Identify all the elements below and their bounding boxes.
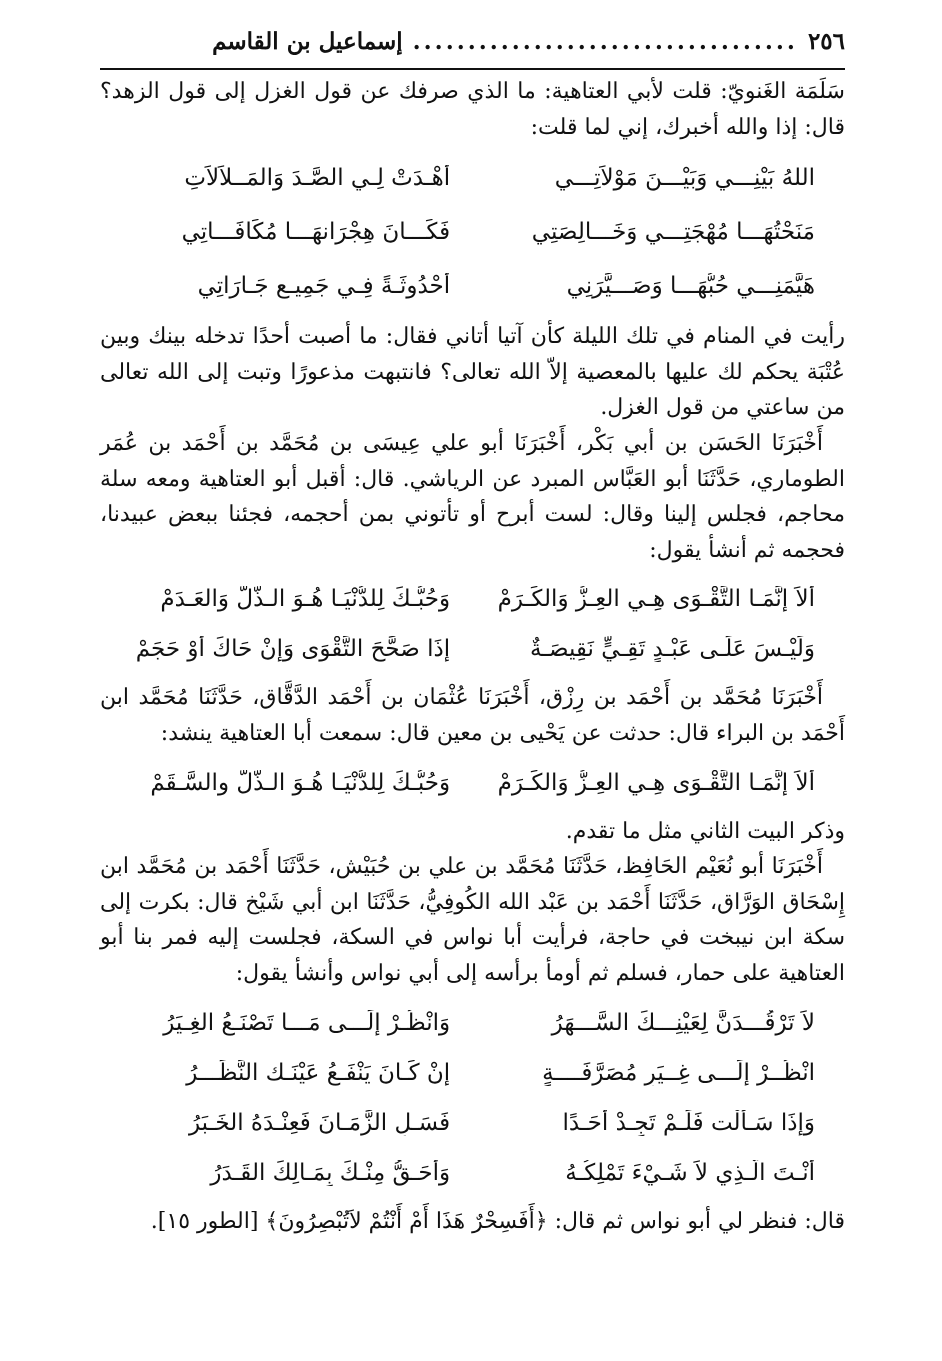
second-hemistich: وَحُبُّـكَ لِلدُّنْيَـا هُـوَ الـذُّلُّ وَالعَـدَمْ — [160, 586, 451, 613]
verse-line — [100, 998, 845, 1048]
first-hemistich: مَنَحْتُهَـــا مُهْجَتِـــي وَخَـــالِصَتِي — [531, 219, 815, 246]
verse-line — [100, 259, 845, 313]
first-hemistich: وَلَيْـسَ عَلَـى عَبْـدٍ تَقِـيٍّ نَقِيصَـةٌ — [529, 636, 815, 663]
second-hemistich: إِنْ كَـانَ يَنْفَـعُ عَيْنَـك النَّظَـــرُ — [186, 1059, 451, 1086]
poem — [100, 758, 845, 808]
running-title: إسماعيل بن القاسم — [212, 28, 403, 55]
second-hemistich: وَحُبُّـكَ لِلدُّنْيَـا هُـوَ الـذُّلُّ والسَّـقَمْ — [150, 769, 451, 796]
second-hemistich: وَانْظُـرْ إِلَـــى مَـــا تَصْنَـعُ الغِـيَرُ — [163, 1009, 451, 1036]
verse-line — [100, 1098, 845, 1148]
leader-dots: ................................... — [412, 28, 798, 55]
verse-line — [100, 758, 845, 808]
first-hemistich: انْظُــرْ إِلَـــى غِــيَرٍ مُصَرَّفَــــةٍ — [542, 1059, 815, 1086]
paragraph: رأيت في المنام في تلك الليلة كأن آتيا أتاني فقال: ما أصبت أحدًا تدخله بينك وبين عُتْبَة يحكم لك عليها بالمعصية إلاّ الله تعالى؟ فانتبهت مذعورًا وتبت إلى الله تعالى من ساعتي من قول الغزل. — [100, 324, 845, 421]
paragraph: وذكر البيت الثاني مثل ما تقدم. — [565, 818, 845, 844]
page-number: ٢٥٦ — [807, 28, 845, 55]
book-page — [100, 28, 845, 1239]
verse-line — [100, 151, 845, 205]
first-hemistich: أَلاَ إِنَّمَـا التَّقْـوَى هِـي العِـزُّ وَالكَـرَمْ — [497, 769, 815, 796]
poem — [100, 151, 845, 313]
verse-line — [100, 1148, 845, 1198]
poem — [100, 574, 845, 674]
poem — [100, 998, 845, 1198]
second-hemistich: فَسَـلِ الزَّمَـانَ فَعِنْـدَهُ الخَـبَرُ — [188, 1109, 451, 1136]
verse-line — [100, 574, 845, 624]
verse-line — [100, 1048, 845, 1098]
paragraph: سَلَمَة الغَنويّ: قلت لأبي العتاهية: ما الذي صرفك عن قول الغزل إلى قول الزهد؟ قال: إذا والله أخبرك، إني لما قلت: — [100, 79, 845, 140]
running-head — [100, 28, 845, 70]
second-hemistich: أُحْدُوثَـةً فِـي جَمِيـعِ جَـارَاتِي — [197, 273, 451, 300]
first-hemistich: هَيَّمَنِـــي حُبُّهَـــا وَصَـــيَّرَنِي — [566, 273, 815, 300]
first-hemistich: أَنْـتَ الَّـذِي لاَ شَـيْءَ تَمْلِكُـهُ — [565, 1159, 815, 1186]
paragraph: أَخْبَرَنَا مُحَمَّد بن أَحْمَد بن رِزْق، أَخْبَرَنَا عُثْمَان بن أَحْمَد الدَّقَّاق، حَدَّثَنَا مُحَمَّد ابن أَحْمَد بن البراء قال: حدثت عن يَحْيى بن معين قال: سمعت أبا العتاهية ينشد: — [100, 685, 845, 746]
verse-line — [100, 624, 845, 674]
paragraph: أَخْبَرَنَا أبو نُعَيْم الحَافِظ، حَدَّثَنَا مُحَمَّد بن علي بن حُبَيْش، حَدَّثَنَا أَحْمَد بن مُحَمَّد ابن إِسْحَاق الوَرَّاق، حَدَّثَنَا أَحْمَد بن عَبْد الله الكُوفِيُّ، حَدَّثَنَا ابن أبي شَيْخ قال: بكرت إلى سكة ابن نيبخت في حاجة، فرأيت أبا نواس في السكة، فجلست إليه فمر بنا أبو العتاهية على حمار، فسلم ثم أومأ برأسه إلى أبي نواس وأنشأ يقول: — [100, 854, 845, 986]
second-hemistich: إِذَا صَحَّحَ التَّقْوَى وَإِنْ حَاكَ أَوْ حَجَمْ — [135, 636, 451, 663]
first-hemistich: أَلاَ إِنَّمَـا التَّقْـوَى هِـي العِـزُّ وَالكَـرَمْ — [497, 586, 815, 613]
first-hemistich: لاَ تَرْقُـــدَنَّ لِعَيْنِـــكَ السَّـــهَرُ — [551, 1009, 815, 1036]
second-hemistich: فَكَـــانَ هِجْرَانهَـــا مُكَافَـــاتِي — [181, 219, 451, 246]
second-hemistich: أَهْـدَتْ لِـي الصَّـدَ وَالمَــلاَلاَتِ — [184, 165, 451, 192]
paragraph: قال: فنظر لي أبو نواس ثم قال: ﴿أَفَسِحْرٌ هَذَا أَمْ أَنْتُمْ لاَتُبْصِرُونَ﴾ [الطور ١٥]. — [150, 1208, 845, 1234]
second-hemistich: وَأَحَـقُّ مِنْـكَ بِمَـالِكَ القَـدَرُ — [210, 1159, 451, 1186]
first-hemistich: وَإِذَا سَـأَلْت فَلَـمْ تَجِـدْ أَحَـدًا — [562, 1109, 815, 1136]
paragraph: أَخْبَرَنَا الحَسَن بن أبي بَكْر، أَخْبَرَنَا أبو علي عِيسَى بن مُحَمَّد بن أَحْمَد بن عُمَر الطوماري، حَدَّثَنَا أبو العَبَّاس المبرد عن الرياشي. قال: أقبل أبو العتاهية ومعه سلة محاجم، فجلس إلينا وقال: لست أبرح أو تأتوني بمن أحجمه، فجئنا ببعض عبيدنا، فحجمه ثم أنشأ يقول: — [100, 430, 845, 563]
first-hemistich: اللهُ بَيْنِـــي وَبَيْـــنَ مَوْلاَتِـــي — [554, 165, 815, 192]
verse-line — [100, 205, 845, 259]
